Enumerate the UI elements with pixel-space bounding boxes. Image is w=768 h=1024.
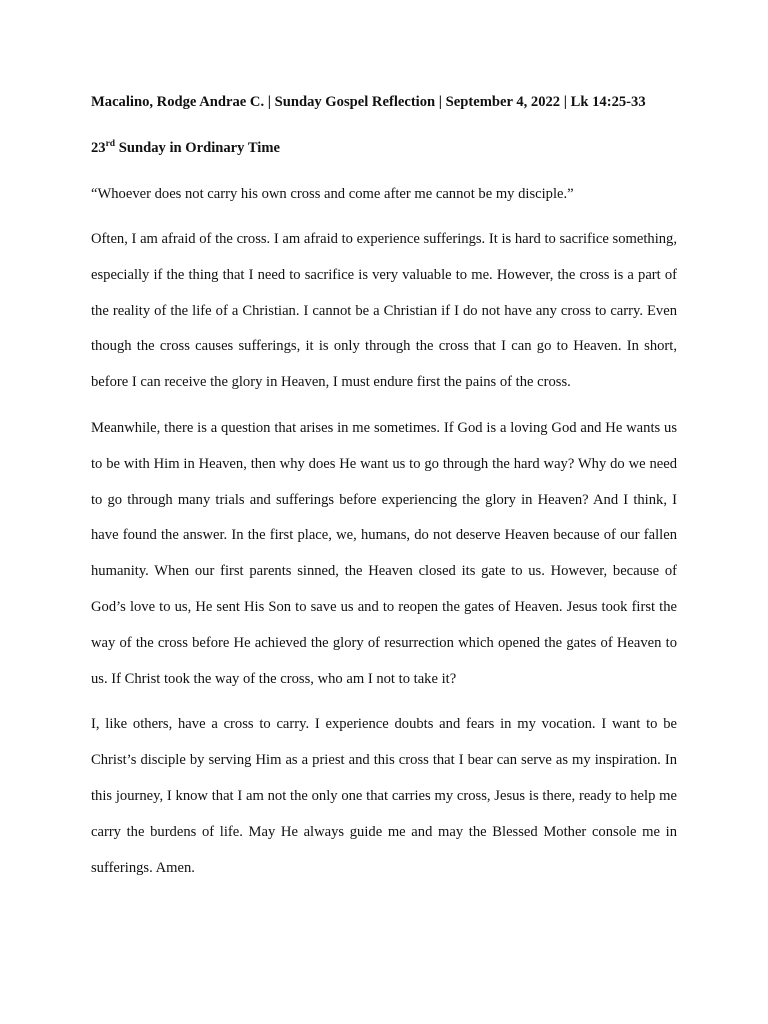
subtitle-ordinal-suffix: rd xyxy=(105,139,116,149)
subtitle-number: 23 xyxy=(91,140,106,156)
document-subtitle xyxy=(91,137,677,159)
gospel-quote: “Whoever does not carry his own cross and come after me cannot be my disciple.” xyxy=(91,186,574,202)
paragraph-2: Meanwhile, there is a question that arises in me sometimes. If God is a loving God and He wants us to be with Him in Heaven, then why does He want us to go through the hard way? Why do we need to go through many trials and sufferings before experiencing the glory in Heaven? And I think, I have found the answer. In the first place, we, humans, do not deserve Heaven because of our fallen humanity. When our first parents sinned, the Heaven closed its gate to us. However, because of God’s love to us, He sent His Son to save us and to reopen the gates of Heaven. Jesus took first the way of the cross before He achieved the glory of resurrection which opened the gates of Heaven to us. If Christ took the way of the cross, who am I not to take it? xyxy=(91,419,677,687)
paragraph-1: Often, I am afraid of the cross. I am afraid to experience sufferings. It is hard to sacrifice something, especially if the thing that I need to sacrifice is very valuable to me. However, the cross is a part of the reality of the life of a Christian. I cannot be a Christian if I do not have any cross to carry. Even though the cross causes sufferings, it is only through the cross that I can go to Heaven. In short, before I can receive the glory in Heaven, I must endure first the pains of the cross. xyxy=(91,231,677,391)
document-header: Macalino, Rodge Andrae C. | Sunday Gospel Reflection | September 4, 2022 | Lk 14:25-33 xyxy=(91,94,646,110)
paragraph-3: I, like others, have a cross to carry. I experience doubts and fears in my vocation. I want to be Christ’s disciple by serving Him as a priest and this cross that I bear can serve as my inspiration. In this journey, I know that I am not the only one that carries my cross, Jesus is there, ready to help me carry the burdens of life. May He always guide me and may the Blessed Mother console me in sufferings. Amen. xyxy=(91,716,677,876)
document-page xyxy=(91,91,677,886)
subtitle-text: Sunday in Ordinary Time xyxy=(115,140,281,156)
